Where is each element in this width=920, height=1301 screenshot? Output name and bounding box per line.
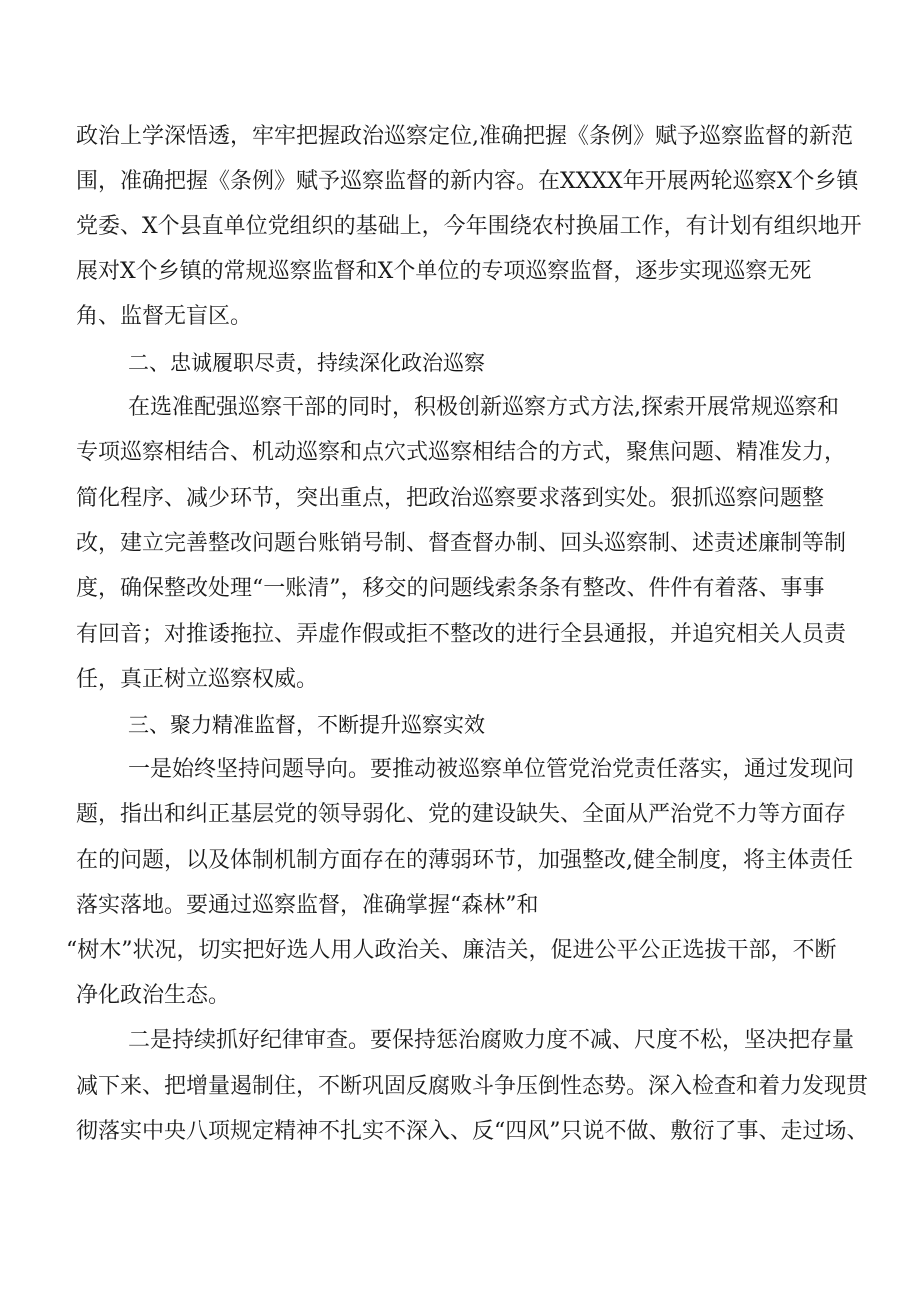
body-line-6: 在选准配强巡察干部的同时，积极创新巡察方式方法,探索开展常规巡察和 xyxy=(128,395,839,420)
body-line-3: 党委、X个县直单位党组织的基础上，今年围绕农村换届工作，有计划有组织地开 xyxy=(76,214,862,239)
body-line-10: 度，确保整改处理“一账清”，移交的问题线索条条有整改、件件有着落、事事 xyxy=(76,576,825,601)
body-line-9: 改，建立完善整改问题台账销号制、督查督办制、回头巡察制、述责述廉制等制 xyxy=(76,531,847,556)
section-heading-2: 二、忠诚履职尽责，持续深化政治巡察 xyxy=(128,351,485,375)
body-line-5: 角、监督无盲区。 xyxy=(76,304,253,329)
body-line-11: 有回音；对推诿拖拉、弄虚作假或拒不整改的进行全县通报，并追究相关人员责 xyxy=(76,622,847,647)
body-line-20: 减下来、把增量遏制住，不断巩固反腐败斗争压倒性态势。深入检查和着力发现贯 xyxy=(76,1074,869,1099)
body-line-7: 专项巡察相结合、机动巡察和点穴式巡察相结合的方式，聚焦问题、精准发力， xyxy=(76,440,847,465)
body-line-8: 简化程序、减少环节，突出重点，把政治巡察要求落到实处。狠抓巡察问题整 xyxy=(76,486,825,511)
body-line-17: “树木”状况，切实把好选人用人政治关、廉洁关，促进公平公正选拔干部，不断 xyxy=(66,938,837,963)
body-line-1: 政治上学深悟透，牢牢把握政治巡察定位,准确把握《条例》赋予巡察监督的新范 xyxy=(76,124,853,149)
body-line-2: 围，准确把握《条例》赋予巡察监督的新内容。在XXXX年开展两轮巡察X个乡镇 xyxy=(76,169,859,194)
body-line-19: 二是持续抓好纪律审查。要保持惩治腐败力度不减、尺度不松，坚决把存量 xyxy=(128,1028,855,1053)
body-line-13: 一是始终坚持问题导向。要推动被巡察单位管党治党责任落实，通过发现问 xyxy=(128,757,855,782)
body-line-12: 任，真正树立巡察权威。 xyxy=(76,667,319,692)
body-line-14: 题，指出和纠正基层党的领导弱化、党的建设缺失、全面从严治党不力等方面存 xyxy=(76,802,847,827)
body-line-15: 在的问题，以及体制机制方面存在的薄弱环节，加强整改,健全制度，将主体责任 xyxy=(76,848,853,873)
section-heading-3: 三、聚力精准监督，不断提升巡察实效 xyxy=(128,713,485,737)
body-line-18: 净化政治生态。 xyxy=(76,983,231,1008)
body-line-4: 展对X个乡镇的常规巡察监督和X个单位的专项巡察监督，逐步实现巡察无死 xyxy=(76,259,812,284)
body-line-16: 落实落地。要通过巡察监督，准确掌握“森林”和 xyxy=(76,893,539,918)
body-line-21: 彻落实中央八项规定精神不扎实不深入、反“四风”只说不做、敷衍了事、走过场、 xyxy=(76,1119,869,1144)
